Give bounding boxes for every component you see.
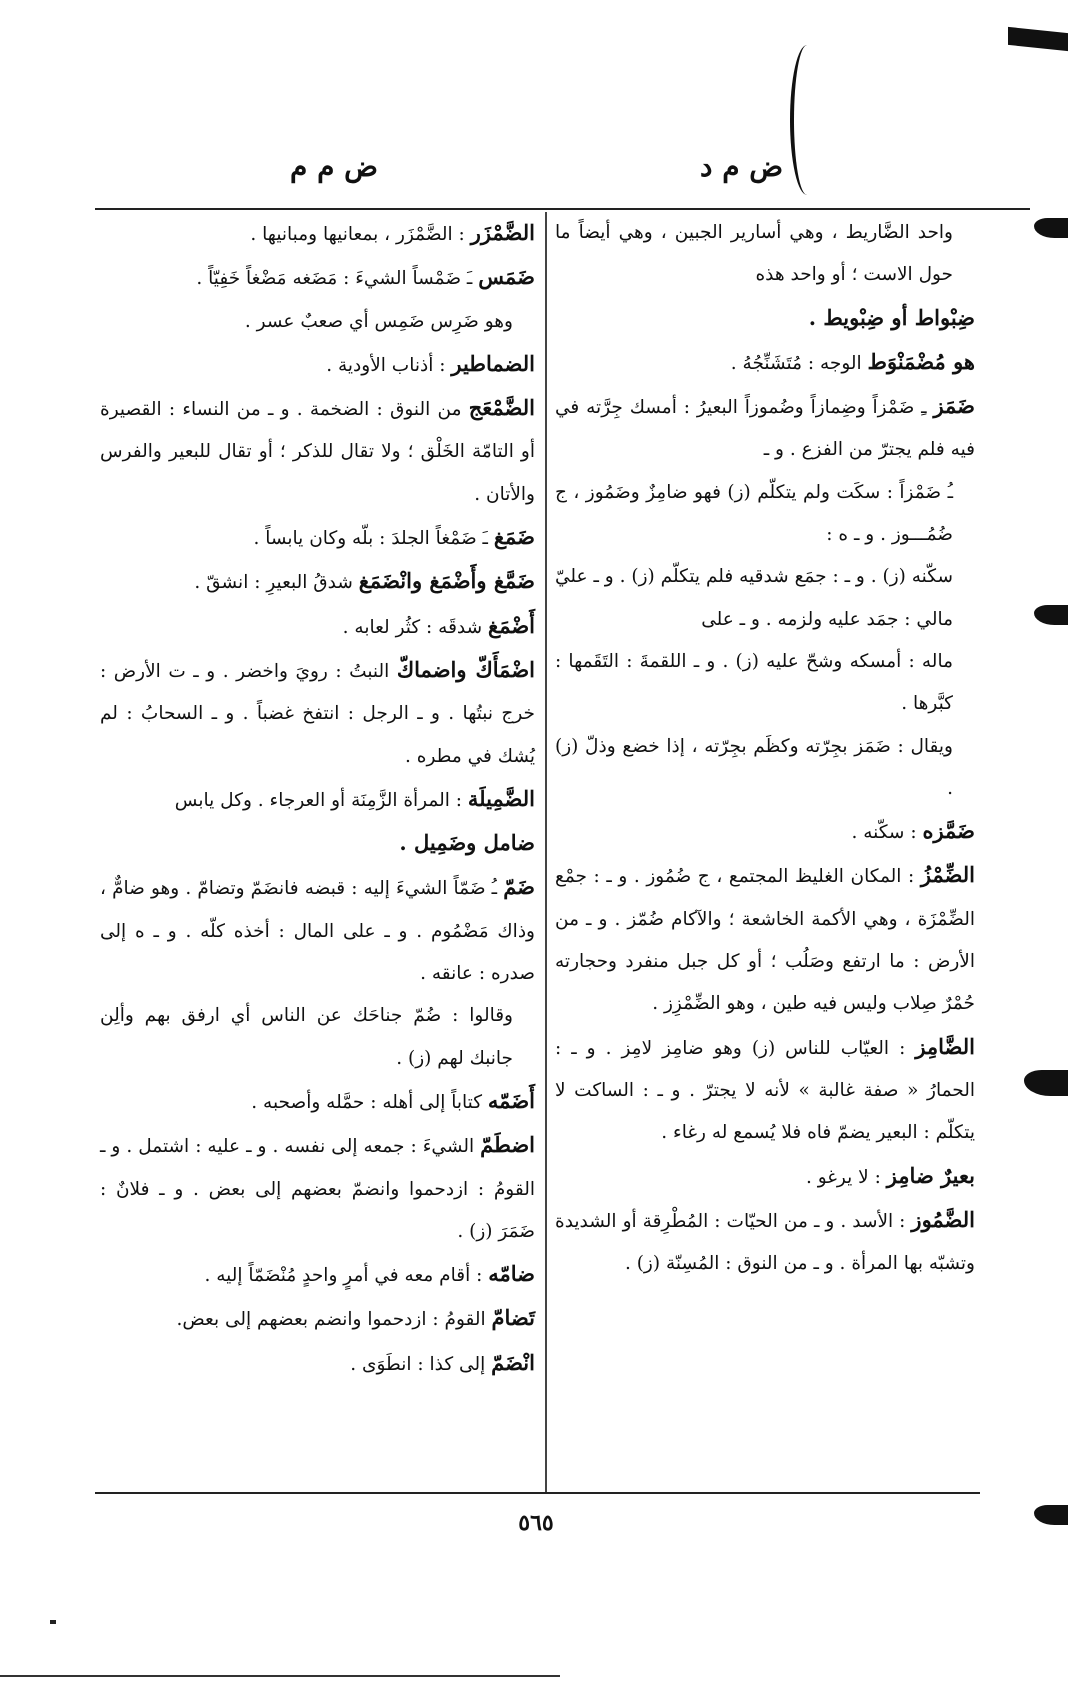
- entry-headword: بعيرٌ ضامِز: [886, 1162, 975, 1188]
- entry-headword: هو مُضْمَنْوَط: [867, 348, 975, 374]
- entry-definition: : العيّاب للناس (ز) وهو ضامِز لامِز . و ـ : الحمارُ « صفة غالبة » لأنه لا يجترّ . و ـ : الساكت لا يتكلّم : البعير يضمّ فاه فلا يُسمع له رغاء .: [555, 1037, 975, 1144]
- entry-definition: ـِ ضَمْزاً وضِمازاً وضُموزاً البعيرُ : أمسك جِرَّته في فيه فلم يجترّ من الفزع . و ـ: [555, 397, 975, 461]
- entry-definition: الشيءَ : جمعه إلى نفسه . و ـ عليه : اشتمل . و ـ القومُ : ازدحموا وانضمّ بعضهم إلى بعض . و ـ فلانٌ : ضَمَرَ (ز) .: [100, 1136, 535, 1242]
- entry-headword: الضَّمُوز: [911, 1206, 975, 1232]
- dictionary-entry: [555, 385, 975, 472]
- entry-headword: ضَمَز: [933, 393, 975, 419]
- entry-definition: : أقام معه في أمرٍ واحدٍ مُنْضَمّاً إليه .: [204, 1265, 489, 1287]
- entry-definition: : سكّنه .: [851, 822, 923, 844]
- entry-definition: ماله : أمسكه وشحّ عليه (ز) . و ـ اللقمةَ : التَقَمها : كبَّرها .: [555, 650, 953, 715]
- entry-definition: ـُ ضَمّاً الشيءَ إليه : قبضه فانضَمّ وتضامّ . وهو ضامٌّ ، وذاك مَضْمُوم . و ـ على المال : أخذه كلّه . و ـ ه إلى صدره : عانقه .: [100, 878, 535, 985]
- scan-artifact: [790, 45, 824, 195]
- dictionary-entry: [100, 778, 535, 822]
- dictionary-entry: [100, 516, 535, 560]
- dictionary-entry: [100, 605, 535, 649]
- entry-headword: ضَمَّزه: [922, 818, 975, 844]
- dictionary-entry: [100, 1342, 535, 1386]
- right-column: [555, 212, 975, 1285]
- scan-artifact: [1034, 1505, 1068, 1525]
- dictionary-entry: [555, 341, 975, 385]
- dictionary-entry: [100, 343, 535, 387]
- entry-definition: كتاباً إلى أهله : حمَّله وأصحبه .: [251, 1091, 488, 1113]
- entry-headword: ضَمّ: [503, 874, 535, 900]
- entry-definition: الوجه : مُتَشَنِّجُهُ .: [730, 352, 868, 374]
- entry-headword: ضَمَس: [478, 264, 535, 290]
- entry-definition: : الضَّمْزَر ، بمعانيها ومبانيها .: [250, 224, 471, 245]
- dictionary-entry: [100, 995, 535, 1080]
- entry-definition: ويقال : ضَمَز بجِرّته وكظَم بجِرّته ، إذا خضع وذلّ (ز) .: [555, 735, 953, 799]
- entry-definition: وقالوا : ضُمّ جناحَك عن الناس أي ارفق بهم وألِن جانبك لهم (ز) .: [100, 1005, 513, 1069]
- entry-headword: ضَمَّغ وأَضْمَغ وانْضَمَغ: [358, 568, 535, 594]
- dictionary-entry: [100, 387, 535, 516]
- dictionary-entry: [100, 866, 535, 995]
- entry-headword: ضامّه: [488, 1261, 535, 1287]
- dictionary-entry: [555, 472, 975, 557]
- dictionary-entry: [100, 1297, 535, 1341]
- dictionary-entry: [100, 560, 535, 604]
- dictionary-entry: [100, 822, 535, 866]
- entry-headword: اضْمَأَكّ واضماكّ: [396, 656, 535, 682]
- scan-artifact: [1034, 605, 1068, 625]
- dictionary-entry: [100, 649, 535, 778]
- entry-definition: : لا يرغو .: [805, 1166, 887, 1188]
- dictionary-entry: [555, 1155, 975, 1199]
- dictionary-entry: [100, 212, 535, 256]
- entry-definition: ـَ ضَمْساً الشيءَ : مَضَغه مَضْغاً خَفِيّاً .: [196, 268, 479, 290]
- scan-artifact: [50, 1620, 56, 1624]
- entry-definition: شدقَه : كثُر لعابه .: [342, 616, 489, 638]
- dictionary-entry: [100, 301, 535, 343]
- entry-definition: وهو ضَرِس ضَمِس أي صعبٌ عسر .: [244, 310, 513, 332]
- dictionary-entry: [555, 726, 975, 811]
- dictionary-entry: [555, 854, 975, 1025]
- entry-definition: واحد الضَّاريط ، وهي أسارير الجبين ، وهي أيضاً ما حول الاست ؛ أو واحد هذه: [555, 222, 953, 286]
- entry-headword: انْضَمّ: [491, 1349, 535, 1375]
- column-divider: [545, 212, 547, 1492]
- dictionary-entry: [555, 1199, 975, 1286]
- dictionary-entry: [555, 297, 975, 341]
- entry-headword: تَضامّ: [491, 1305, 535, 1331]
- dictionary-entry: [100, 1253, 535, 1297]
- scan-artifact: [1024, 1070, 1068, 1096]
- dictionary-entry: [100, 1124, 535, 1253]
- left-column: [100, 212, 535, 1386]
- entry-definition: من النوق : الضخمة . و ـ من النساء : القصيرة أو التامّة الخَلْق ؛ ولا تقال للذكر ؛ أو تقال للبعير والفرس والأتان .: [100, 399, 535, 505]
- dictionary-entry: [555, 556, 975, 641]
- scan-artifact: [1034, 218, 1068, 238]
- entry-headword: ضامل وضَمِيل .: [399, 830, 535, 856]
- footer-rule: [95, 1492, 980, 1494]
- entry-headword: ضِبْواط أو ضِبْويط .: [808, 304, 975, 330]
- running-head-left: ض م م: [290, 150, 379, 183]
- entry-definition: ـُ ضَمْزاً : سكَت ولم يتكلّم (ز) فهو ضامِزٌ وضَمُوز ، ج ضُمُـــوز . و ـ ه :: [555, 481, 953, 546]
- scan-artifact: [0, 1675, 560, 1677]
- entry-headword: الضماطير: [451, 350, 535, 376]
- entry-definition: : أذناب الأودية .: [326, 354, 452, 376]
- entry-definition: سكّنه (ز) . و ـ : جمَع شدقيه فلم يتكلّم (ز) . و ـ عليّ مالي : جمَد عليه ولزمه . و ـ على: [555, 566, 953, 630]
- entry-headword: الضَّمْزَر: [470, 220, 535, 245]
- entry-headword: أَضْمَغ: [488, 612, 535, 638]
- entry-headword: الضَّامِز: [915, 1033, 975, 1059]
- running-head-right: ض م د: [700, 150, 784, 183]
- dictionary-entry: [555, 212, 975, 297]
- entry-definition: : الأسد . و ـ من الحيّات : المُطْرِقة أو الشديدة وتشبّه بها المرأة . و ـ من النوق : المُسِنّة (ز) .: [555, 1210, 975, 1275]
- header-rule: [95, 208, 1030, 210]
- entry-definition: : المكان الغليظ المجتمع ، ج ضُمُوز . و ـ : جمْع الضِّمْزَة ، وهي الأكمة الخاشعة ؛ والآكام ضُمّز . و ـ من الأرض : ما ارتفع وصَلُب ؛ أو كل جبل منفرد وحجارته حُمْرٌ صِلاب وليس فيه طين ، وهو الضِّمْزِز .: [555, 866, 975, 1015]
- entry-definition: ـَ ضَمْغاً الجلدَ : بلّه وكان يابساً .: [253, 528, 494, 550]
- entry-definition: القومُ : ازدحموا وانضم بعضهم إلى بعض.: [176, 1309, 492, 1331]
- dictionary-entry: [555, 1026, 975, 1155]
- entry-definition: النبتُ : رويَ واخضر . و ـ ت الأرض : خرج نبتُها . و ـ الرجل : انتفخ غضباً . و ـ السحابُ : لم يُشك في مطره .: [100, 660, 535, 767]
- scan-artifact: [1008, 27, 1068, 51]
- dictionary-entry: [100, 1080, 535, 1124]
- entry-headword: أَضَمّه: [487, 1087, 535, 1113]
- page-number: ٥٦٥: [518, 1510, 554, 1536]
- entry-headword: اضطَمّ: [480, 1132, 535, 1158]
- entry-definition: : المرأة الزَّمِنَة أو العرجاء . وكل يابس: [174, 789, 468, 811]
- entry-headword: الضِّمْزُ: [920, 862, 975, 888]
- entry-headword: الضَّمِيلَة: [467, 785, 535, 811]
- entry-definition: شدقُ البعيرِ : انشقّ .: [194, 572, 359, 594]
- entry-headword: ضَمَغ: [493, 524, 535, 550]
- entry-definition: إلى كذا : انطَوَى .: [350, 1353, 492, 1375]
- dictionary-entry: [100, 256, 535, 300]
- dictionary-entry: [555, 810, 975, 854]
- dictionary-entry: [555, 641, 975, 726]
- entry-headword: الضَّمْعَج: [468, 395, 535, 421]
